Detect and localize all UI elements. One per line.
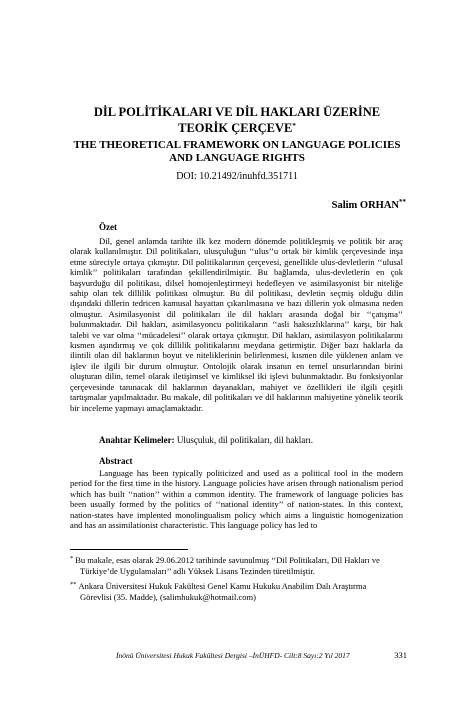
footnote-1-line2: Türkiye’de Uygulamaları’’ adlı Yüksek Lisans Tezinden türetilmiştir. <box>80 565 315 576</box>
footnote-1-mark: * <box>70 555 74 562</box>
author-footnote-mark[interactable]: ** <box>399 198 406 206</box>
footnote-2-mark: ** <box>70 581 77 588</box>
ozet-heading: Özet <box>99 222 117 232</box>
keywords <box>99 435 313 445</box>
keywords-label: Anahtar Kelimeler: <box>99 435 175 445</box>
footnote-1-line1: Bu makale, esas olarak 29.06.2012 tarihinde savunulmuş ‘‘Dil Politikaları, Dil Hakları ve <box>75 555 380 565</box>
footnote-1 <box>70 555 410 576</box>
keywords-value: Ulusçuluk, dil politikaları, dil hakları. <box>176 435 314 445</box>
journal-footer: İnönü Üniversitesi Hukuk Fakültesi Dergisi –İnÜHFD- Cilt:8 Sayı:2 Yıl 2017 <box>116 651 350 660</box>
author <box>332 200 406 211</box>
ozet-paragraph: Dil, genel anlamda tarihte ilk kez modern dönemde politikleşmiş ve politik bir araç olarak kullanılmıştır. Dil politikaları, ulusçuluğun ‘‘ulus’’u ortak bir kimlik çerçevesinde inşa etme süreciyle ortaya çıkmıştır. Dil politikalarının çerçevesi, genellikle ulus-devletlerin ‘‘ulusal kimlik’’ politikaları tarafından şekillendirilmiştir. Bu bağlamda, ulus-devletlerin en çok başvurduğu dil politikası, dilsel homojenleştirmeyi hedefleyen ve asimilasyonist bir niteliğe sahip olan tek dillilik politikası olmuştur. Bu dil politikası, devletin seçmiş olduğu dilin dışındaki dillerin tedricen kamusal hayattan çıkarılmasına ve bazı dillerin yok olmasına neden olmuştur. Asimilasyonist dil politikaları ile dil hakları arasında doğal bir ‘‘çatışma’’ bulunmaktadır. Dil hakları, asimilasyoncu politikaların ‘‘asli haksızlıklarına’’ karşı, bir hak talebi ve var olma ‘‘mücadelesi’’ olarak ortaya çıkmıştır. Dil hakları, asimilasyon politikalarını kısmen aşındırmış ve çok dillilik politikalarını meydana getirmiştir. Diğer bazı haklarla da ilintili olan dil haklarının boyut ve niteliklerinin belirlenmesi, kısmen dile yüklenen anlam ve işlev ile ilgili bir durum olmuştur. Ontolojik olarak insanın en temel unsurlarından birini oluşturan dilin, temel olarak iletişimsel ve kimliksel iki işlevi bulunmaktadır. Bu fonksiyonlar çerçevesinde tanınacak dil haklarının dayanakları, mahiyet ve özellikleri ile ilgili çeşitli tartışmalar yapılmaktadır. Bu makale, dil politikaları ve dil haklarının mahiyetine yönelik teorik bir inceleme yapmayı amaçlamaktadır. <box>70 236 403 413</box>
doi: DOI: 10.21492/inuhfd.351711 <box>176 171 298 182</box>
title-english: THE THEORETICAL FRAMEWORK ON LANGUAGE POLICIES AND LANGUAGE RIGHTS <box>73 139 401 164</box>
author-name: Salim ORHAN <box>331 200 399 211</box>
abstract-heading: Abstract <box>99 456 133 466</box>
footnote-divider <box>70 549 188 550</box>
title-turkish <box>70 104 404 136</box>
page-number: 331 <box>394 650 407 660</box>
footnote-2 <box>70 581 410 602</box>
footnote-2-line2: Görevlisi (35. Madde), (salimhukuk@hotmail.com) <box>80 591 256 602</box>
title-turkish-text: DİL POLİTİKALARI VE DİL HAKLARI ÜZERİNE TEORİK ÇERÇEVE <box>93 105 381 135</box>
title-footnote-mark[interactable]: * <box>292 122 296 130</box>
footnote-2-line1: Ankara Üniversitesi Hukuk Fakültesi Genel Kamu Hukuku Anabilim Dalı Araştırma <box>78 581 367 591</box>
abstract-paragraph: Language has been typically politicized and used as a political tool in the modern period for the first time in the history. Language policies have arisen through nationalism period which has built ‘‘nation’’ within a common identity. The framework of language policies has been usually formed by the politics of ‘‘national identity’’ of nation-states. In this context, nation-states have implented monolingualism policy which aims a linguistic homogenization and has an assimilationist characteristic. This language policy has led to <box>70 468 403 531</box>
